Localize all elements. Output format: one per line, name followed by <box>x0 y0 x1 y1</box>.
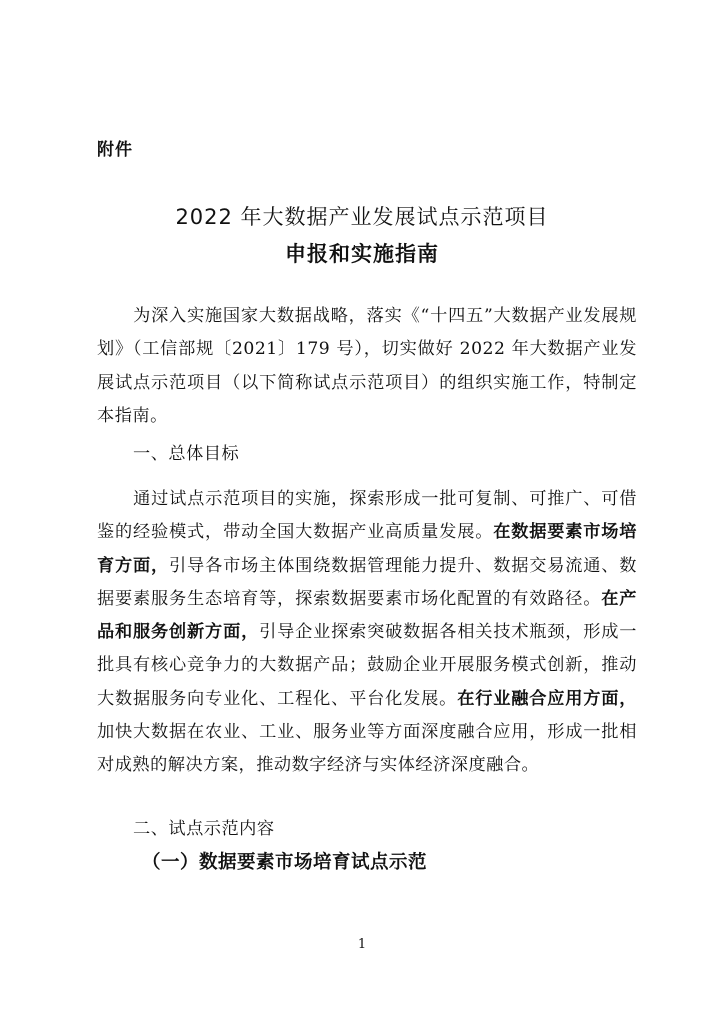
section2-heading: 二、试点示范内容 <box>133 819 275 839</box>
section1-paragraph <box>97 483 637 783</box>
section1-heading: 一、总体目标 <box>133 444 240 464</box>
section1-text-part1: 通过试点示范项目的实施，探索形成一批可复制、可推广、可借鉴的经验模式，带动全国大数据产业高质量发展。 <box>97 489 637 543</box>
section1-bold-data-market: 在数据要素市场培育方面， <box>97 522 637 576</box>
section1-text-part3: 引导企业探索突破数据各相关技术瓶颈，形成一批具有核心竞争力的大数据产品；鼓励企业开展服务模式创新，推动大数据服务向专业化、工程化、平台化发展。 <box>97 622 637 709</box>
document-title-line1: 2022 年大数据产业发展试点示范项目 <box>175 205 549 229</box>
attachment-label: 附件 <box>97 140 133 160</box>
page-number: 1 <box>357 937 367 952</box>
section1-bold-industry-fusion: 在行业融合应用方面， <box>457 688 637 709</box>
subsection1-heading: （一）数据要素市场培育试点示范 <box>142 852 428 873</box>
section1-bold-product-service: 在产品和服务创新方面， <box>97 588 637 643</box>
document-title-line2: 申报和实施指南 <box>285 242 439 266</box>
section1-text-part4: 加快大数据在农业、工业、服务业等方面深度融合应用，形成一批相对成熟的解决方案，推动数字经济与实体经济深度融合。 <box>97 722 637 776</box>
intro-paragraph: 为深入实施国家大数据战略，落实《“十四五”大数据产业发展规划》（工信部规〔2021〕179 号），切实做好 2022 年大数据产业发展试点示范项目（以下简称试点示范项目）的组织实施工作，特制定本指南。 <box>97 306 637 426</box>
section1-text-part2: 引导各市场主体围绕数据管理能力提升、数据交易流通、数据要素服务生态培育等，探索数据要素市场化配置的有效路径。 <box>97 555 637 609</box>
